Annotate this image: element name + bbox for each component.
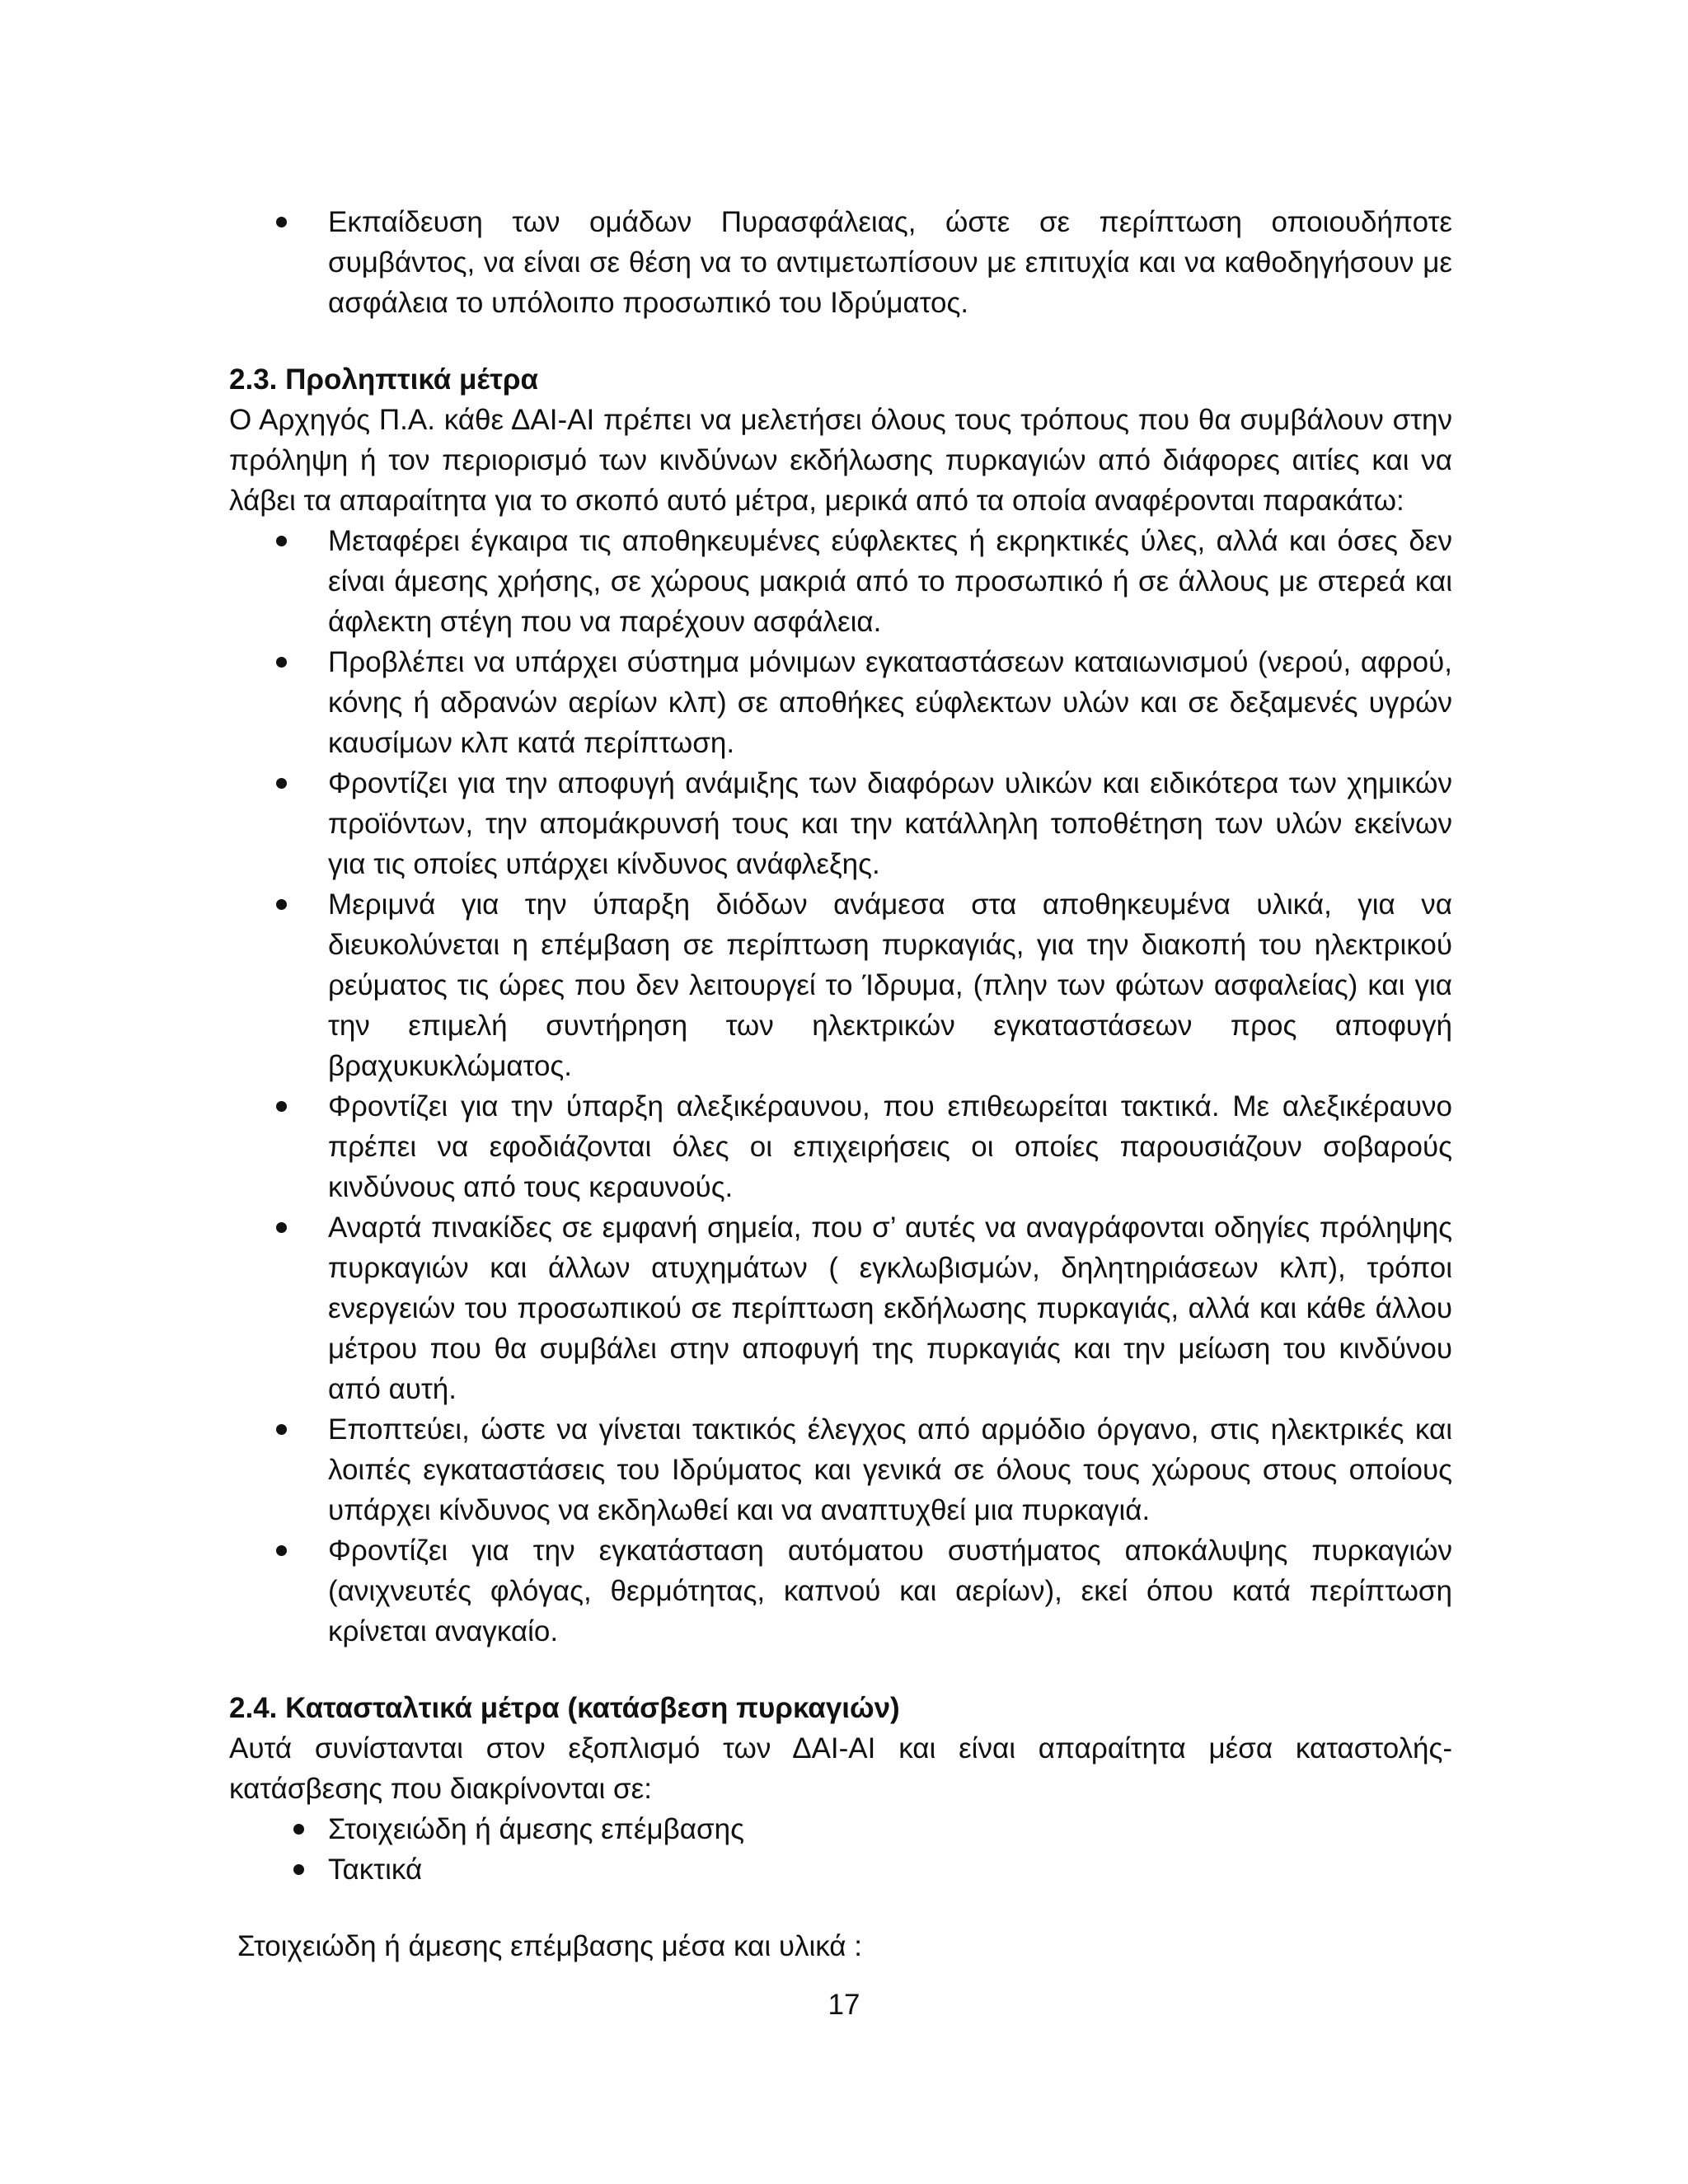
list-item-text: Εποπτεύει, ώστε να γίνεται τακτικός έλεγχος από αρμόδιο όργανο, στις ηλεκτρικές και λοιπές εγκαταστάσεις του Ιδρύματος και γενικά σε όλους τους χώρους στους οποίους υπάρχει κίνδυνος να εκδηλωθεί και να αναπτυχθεί μια πυρκαγιά. — [328, 1413, 1452, 1526]
bullet-icon — [276, 536, 287, 546]
page-content — [229, 202, 1452, 1966]
list-item-text: Φροντίζει για την εγκατάσταση αυτόματου συστήματος αποκάλυψης πυρκαγιών (ανιχνευτές φλόγας, θερμότητας, καπνού και αερίων), εκεί όπου κατά περίπτωση κρίνεται αναγκαίο. — [328, 1535, 1452, 1647]
section-heading-2-3: 2.3. Προληπτικά μέτρα — [229, 363, 538, 396]
list-item — [229, 521, 1452, 642]
bullet-icon — [276, 217, 287, 227]
list-item-text: Φροντίζει για την ύπαρξη αλεξικέραυνου, που επιθεωρείται τακτικά. Με αλεξικέραυνο πρέπει να εφοδιάζονται όλες οι επιχειρήσεις οι οποίες παρουσιάζουν σοβαρούς κινδύνους από τους κεραυνούς. — [328, 1090, 1452, 1203]
list-item-text: Φροντίζει για την αποφυγή ανάμιξης των διαφόρων υλικών και ειδικότερα των χημικών προϊόντων, την απομάκρυνσή τους και την κατάλληλη τοποθέτηση των υλών εκείνων για τις οποίες υπάρχει κίνδυνος ανάφλεξης. — [328, 767, 1452, 880]
list-item-text: Μεριμνά για την ύπαρξη διόδων ανάμεσα στα αποθηκευμένα υλικά, για να διευκολύνεται η επέμβαση σε περίπτωση πυρκαγιάς, για την διακοπή του ηλεκτρικού ρεύματος τις ώρες που δεν λειτουργεί το Ίδρυμα, (πλην των φώτων ασφαλείας) και για την επιμελή συντήρηση των ηλεκτρικών εγκαταστάσεων προς αποφυγή βραχυκυκλώματος. — [328, 888, 1452, 1082]
list-item — [229, 642, 1452, 763]
section-spacer — [229, 1890, 1452, 1926]
list-item — [229, 1849, 1452, 1890]
section-spacer — [229, 1652, 1452, 1688]
preventive-measures-list — [229, 521, 1452, 1652]
bullet-icon — [276, 1424, 287, 1435]
list-item — [229, 1409, 1452, 1530]
list-item — [229, 202, 1452, 323]
list-item — [229, 884, 1452, 1086]
bullet-icon — [276, 778, 287, 789]
list-item-text: Μεταφέρει έγκαιρα τις αποθηκευμένες εύφλεκτες ή εκρηκτικές ύλες, αλλά και όσες δεν είναι άμεσης χρήσης, σε χώρους μακριά από το προσωπικό ή σε άλλους με στερεά και άφλεκτη στέγη που να παρέχουν ασφάλεια. — [328, 525, 1452, 638]
list-item — [229, 1086, 1452, 1207]
bullet-icon — [293, 1824, 304, 1835]
list-item — [229, 1809, 1452, 1849]
bullet-icon — [276, 1222, 287, 1233]
bullet-icon — [293, 1864, 304, 1875]
bullet-icon — [276, 657, 287, 668]
suppression-types-list — [229, 1809, 1452, 1890]
list-item-text: Τακτικά — [328, 1854, 423, 1886]
section-intro-2-3: Ο Αρχηγός Π.Α. κάθε ΔΑΙ-ΑΙ πρέπει να μελετήσει όλους τους τρόπους που θα συμβάλουν στην πρόληψη ή τον περιορισμό των κινδύνων εκδήλωσης πυρκαγιών από διάφορες αιτίες και να λάβει τα απαραίτητα για το σκοπό αυτό μέτρα, μερικά από τα οποία αναφέρονται παρακάτω: — [229, 404, 1452, 517]
list-item-text: Προβλέπει να υπάρχει σύστημα μόνιμων εγκαταστάσεων καταιωνισμού (νερού, αφρού, κόνης ή αδρανών αερίων κλπ) σε αποθήκες εύφλεκτων υλών και σε δεξαμενές υγρών καυσίμων κλπ κατά περίπτωση. — [328, 646, 1452, 759]
page-number: 17 — [828, 1989, 860, 2021]
list-item-text: Στοιχειώδη ή άμεσης επέμβασης — [328, 1813, 744, 1845]
intro-bullet-list — [229, 202, 1452, 323]
section-intro-2-4: Αυτά συνίστανται στον εξοπλισμό των ΔΑΙ-ΑΙ και είναι απαραίτητα μέσα καταστολής-κατάσβεσης που διακρίνονται σε: — [229, 1732, 1452, 1805]
list-item — [229, 1530, 1452, 1652]
list-item-text: Αναρτά πινακίδες σε εμφανή σημεία, που σ’ αυτές να αναγράφονται οδηγίες πρόληψης πυρκαγιών και άλλων ατυχημάτων ( εγκλωβισμών, δηλητηριάσεων κλπ), τρόποι ενεργειών του προσωπικού σε περίπτωση εκδήλωσης πυρκαγιάς, αλλά και κάθε άλλου μέτρου που θα συμβάλει στην αποφυγή της πυρκαγιάς και την μείωση του κινδύνου από αυτή. — [328, 1212, 1452, 1405]
bullet-icon — [276, 1101, 287, 1112]
list-item-text: Εκπαίδευση των ομάδων Πυρασφάλειας, ώστε σε περίπτωση οποιουδήποτε συμβάντος, να είναι σε θέση να το αντιμετωπίσουν με επιτυχία και να καθοδηγήσουν με ασφάλεια το υπόλοιπο προσωπικό του Ιδρύματος. — [328, 206, 1452, 319]
bullet-icon — [276, 1545, 287, 1556]
section-heading-2-4: 2.4. Κατασταλτικά μέτρα (κατάσβεση πυρκαγιών) — [229, 1692, 900, 1724]
closing-line: Στοιχειώδη ή άμεσης επέμβασης μέσα και υλικά : — [237, 1930, 862, 1962]
bullet-icon — [276, 899, 287, 910]
section-spacer — [229, 323, 1452, 359]
list-item — [229, 763, 1452, 884]
list-item — [229, 1207, 1452, 1409]
